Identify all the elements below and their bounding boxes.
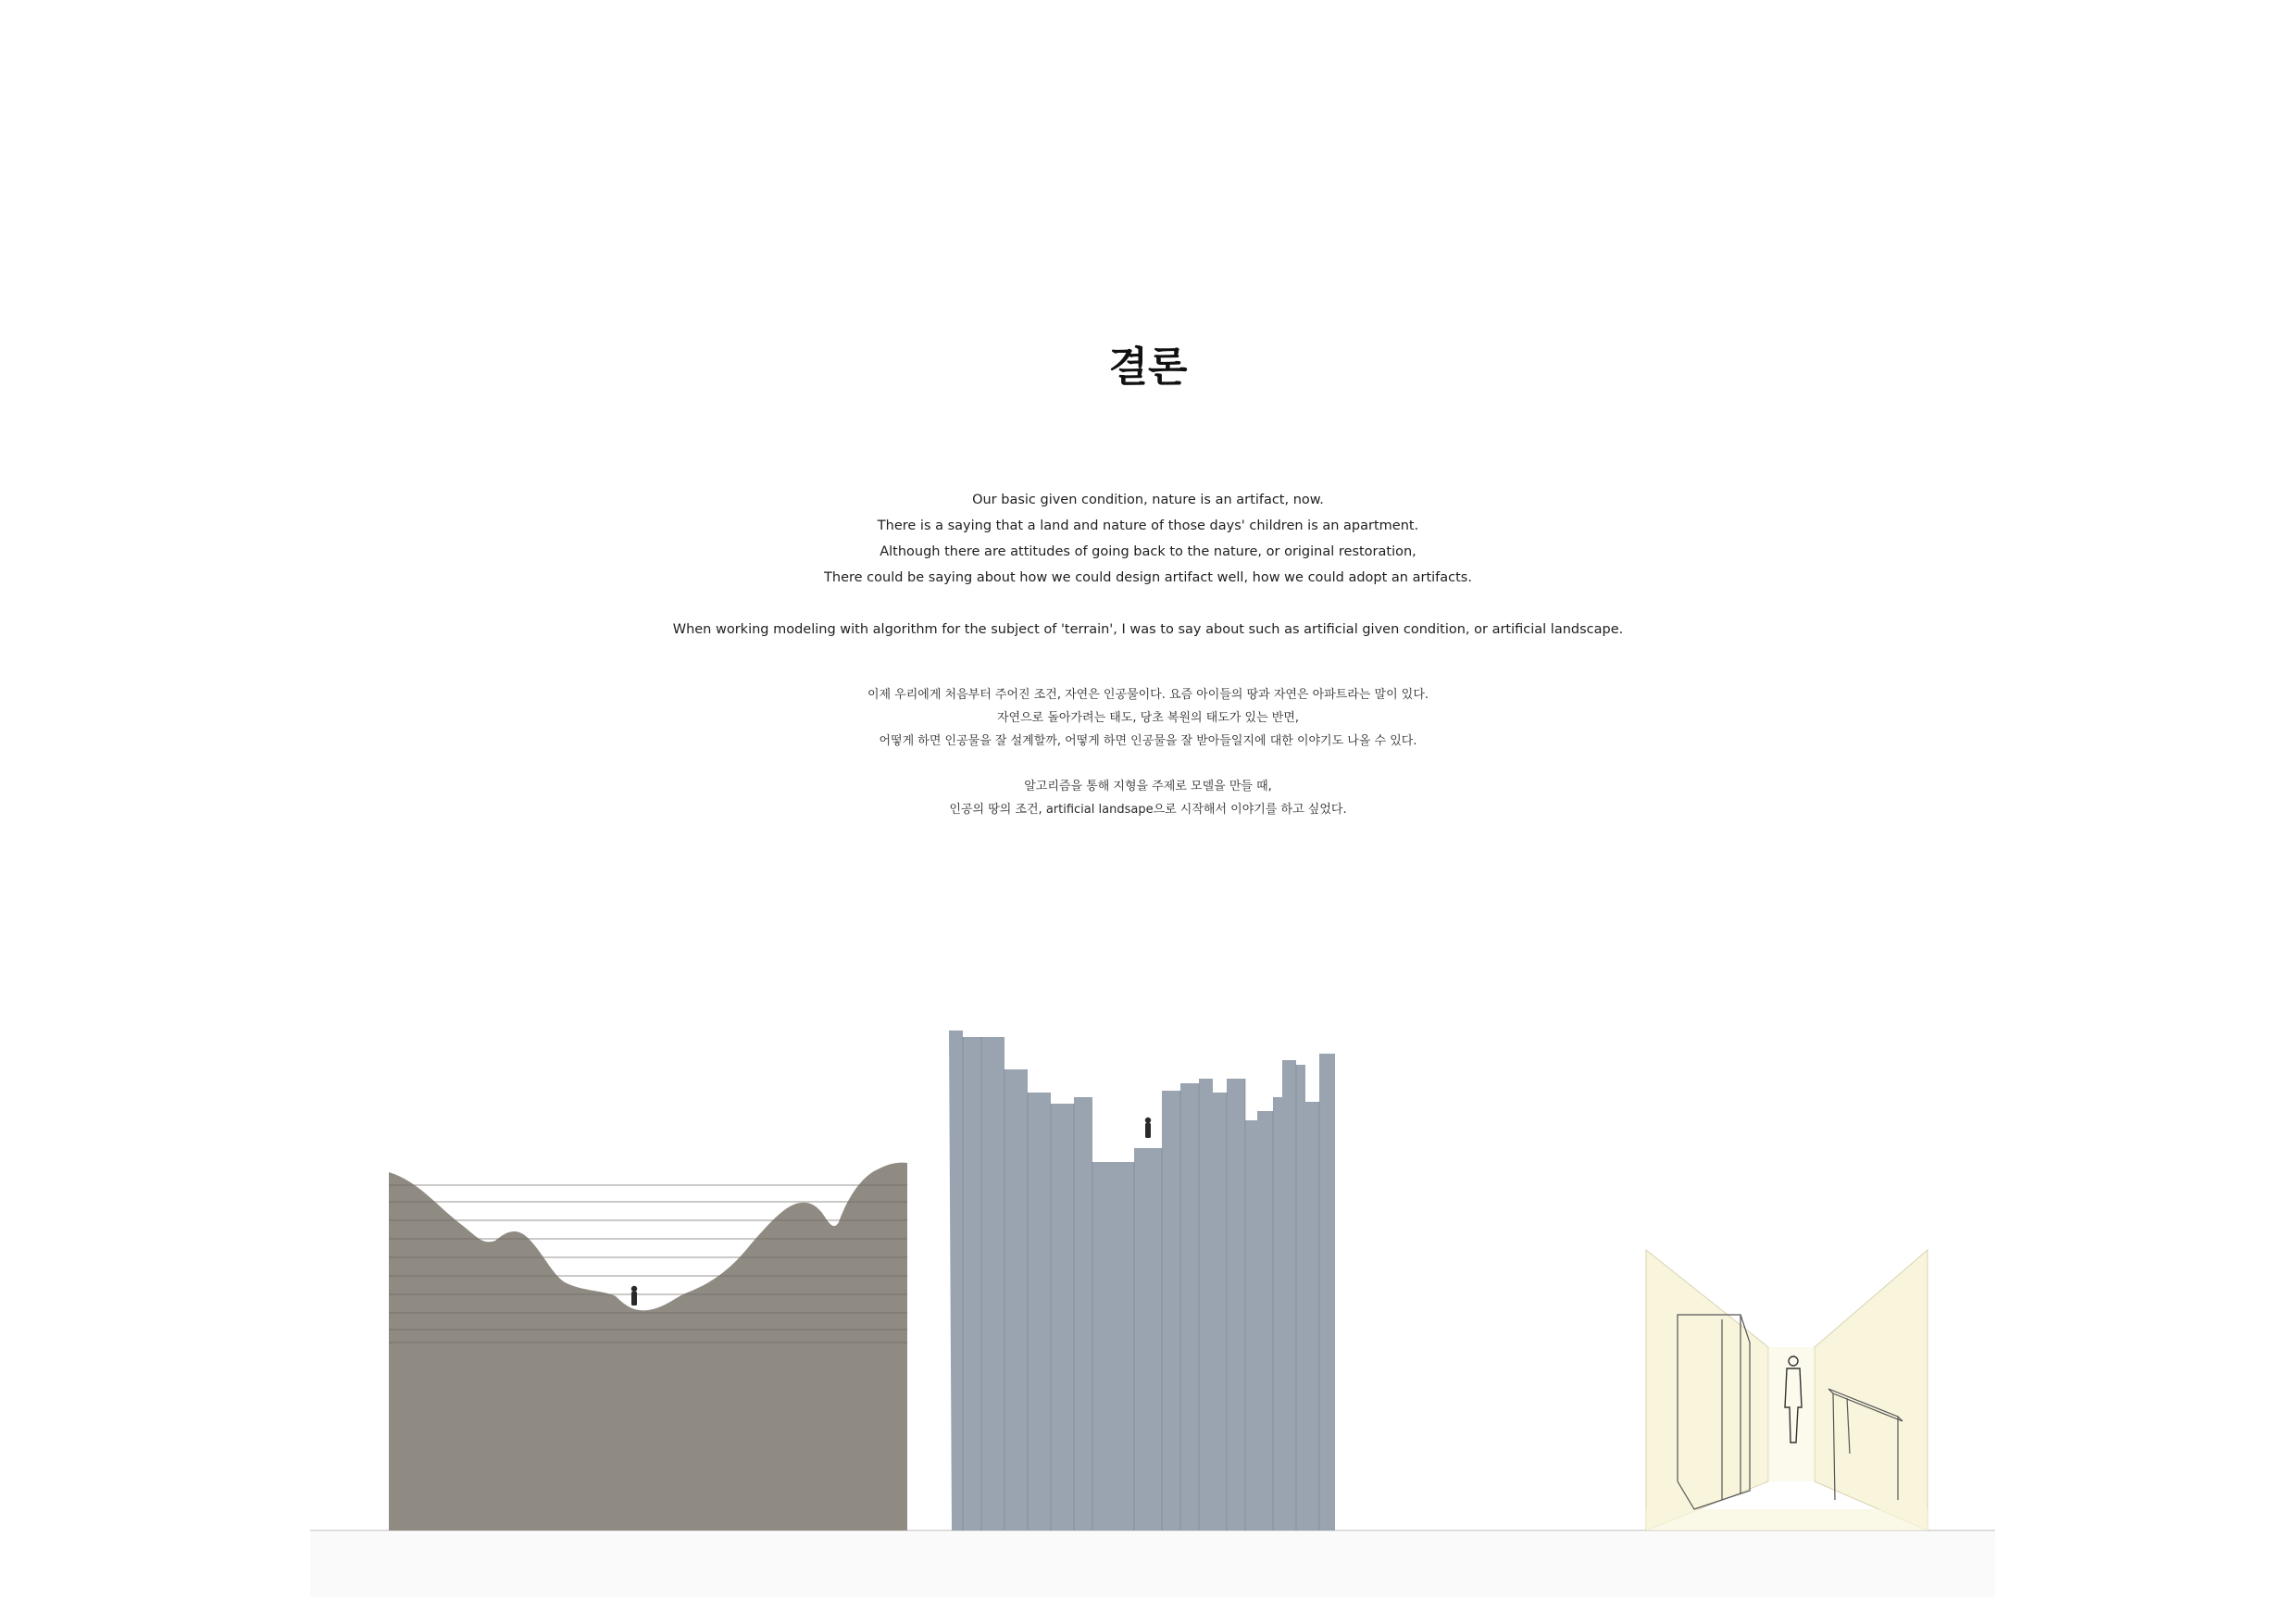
page-title: 결론 bbox=[1108, 344, 1188, 391]
korean-paragraph bbox=[0, 683, 2296, 821]
human-figure-icon bbox=[631, 1286, 637, 1305]
english-line: Although there are attitudes of going back to the nature, or original restoration, bbox=[880, 544, 1416, 559]
human-figure-icon bbox=[1145, 1118, 1151, 1138]
english-paragraph bbox=[0, 487, 2296, 643]
interior-floor bbox=[1768, 1347, 1815, 1481]
natural-terrain-model bbox=[389, 1163, 907, 1530]
english-line: There is a saying that a land and nature of those days' children is an apartment. bbox=[877, 518, 1419, 533]
korean-line: 자연으로 돌아가려는 태도, 당초 복원의 태도가 있는 반면, bbox=[996, 711, 1300, 725]
korean-line: 인공의 땅의 조건, artificial landsape으로 시작해서 이야기를 하고 싶었다. bbox=[949, 803, 1347, 817]
korean-line: 알고리즘을 통해 지형을 주제로 모델을 만들 때, bbox=[1024, 780, 1272, 793]
english-line: When working modeling with algorithm for the subject of 'terrain', I was to say about such as artificial given condition, or artificial landscape. bbox=[672, 622, 1624, 637]
stepped-terrain-model bbox=[949, 1031, 1335, 1530]
natural-terrain-block bbox=[389, 1163, 907, 1530]
interior-floor-band bbox=[1646, 1509, 1928, 1530]
korean-line: 이제 우리에게 처음부터 주어진 조건, 자연은 인공물이다. 요즘 아이들의 땅과 자연은 아파트라는 말이 있다. bbox=[867, 688, 1429, 702]
stepped-terrain-block bbox=[949, 1031, 1335, 1530]
english-line: There could be saying about how we could design artifact well, how we could adopt an artifacts. bbox=[824, 570, 1472, 585]
korean-line: 어떻게 하면 인공물을 잘 설계할까, 어떻게 하면 인공물을 잘 받아들일지에 대한 이야기도 나올 수 있다. bbox=[879, 734, 1417, 748]
ground-reflection bbox=[310, 1532, 1995, 1597]
interior-space-model bbox=[1646, 1250, 1928, 1530]
english-line: Our basic given condition, nature is an artifact, now. bbox=[972, 493, 1324, 507]
model-figures bbox=[0, 1000, 2296, 1624]
